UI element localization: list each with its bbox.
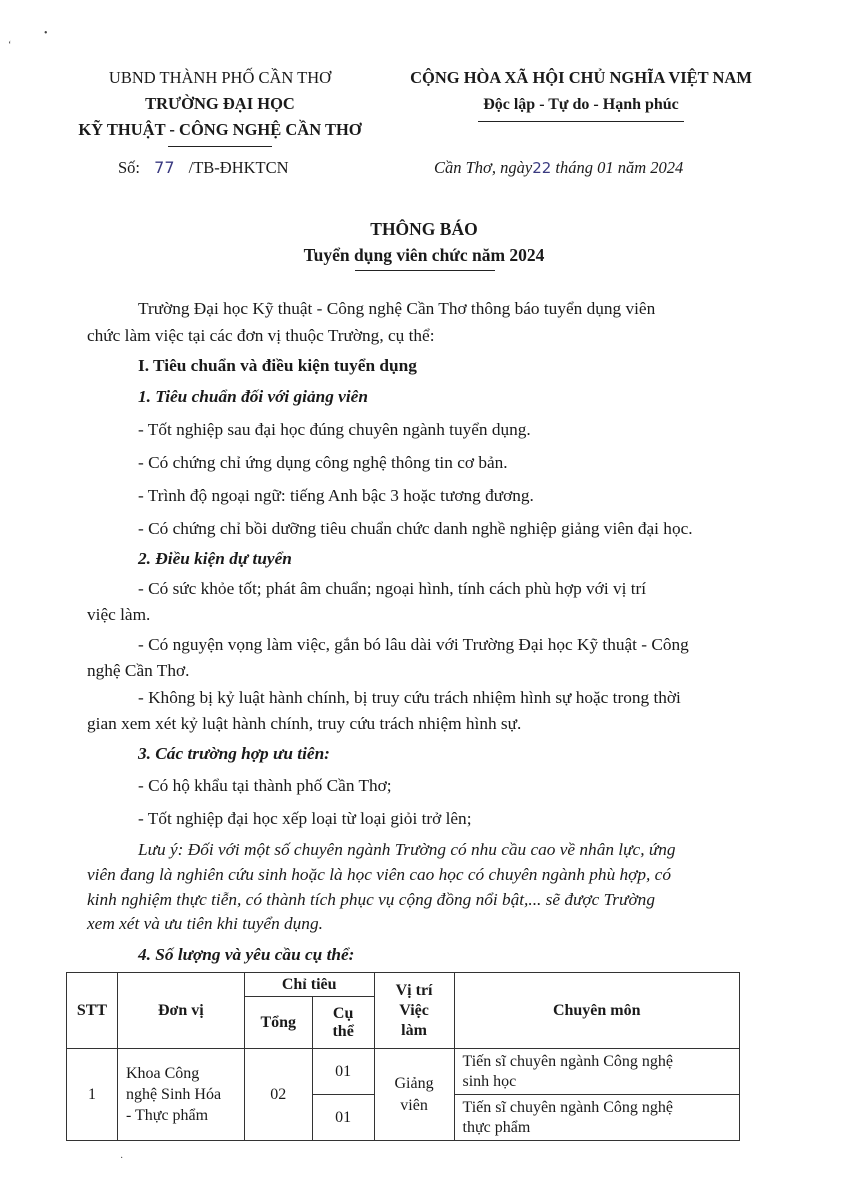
note-line-3: kinh nghiệm thực tiễn, có thành tích phục vụ cộng đồng nổi bật,... sẽ được Trường — [87, 890, 655, 909]
priority-1: - Có hộ khẩu tại thành phố Cần Thơ; — [138, 776, 392, 795]
standard-3: - Trình độ ngoại ngữ: tiếng Anh bậc 3 hoặc tương đương. — [138, 486, 534, 505]
row-position-line-2: viên — [400, 1096, 428, 1114]
header-position — [374, 973, 454, 1049]
row-specialty-a-line-1: Tiến sĩ chuyên ngành Công nghệ — [462, 1052, 674, 1070]
row-stt: 1 — [67, 1049, 118, 1141]
recruitment-table — [66, 972, 740, 1141]
header-quota: Chỉ tiêu — [244, 973, 374, 997]
date-day: 22 — [532, 159, 552, 177]
issuer-school-line2: KỸ THUẬT - CÔNG NGHỆ CẦN THƠ — [78, 120, 362, 139]
row-specialty-a — [454, 1049, 740, 1095]
standard-4: - Có chứng chỉ bồi dưỡng tiêu chuẩn chức danh nghề nghiệp giảng viên đại học. — [138, 519, 693, 538]
standard-2: - Có chứng chỉ ứng dụng công nghệ thông tin cơ bản. — [138, 453, 508, 472]
document-number — [118, 158, 289, 178]
row-specialty-a-line-2: sinh học — [462, 1072, 517, 1090]
date-prefix: Cần Thơ, ngày — [434, 158, 533, 177]
row-specialty-b-line-1: Tiến sĩ chuyên ngành Công nghệ — [462, 1098, 674, 1116]
note-line-1: Lưu ý: Đối với một số chuyên ngành Trường có nhu cầu cao về nhân lực, ứng — [138, 840, 676, 859]
header-specific — [312, 997, 374, 1049]
scan-mark: · — [120, 1153, 124, 1164]
document-number-suffix: /TB-ĐHKTCN — [188, 158, 289, 177]
header-specialty: Chuyên môn — [454, 973, 740, 1049]
section-1-heading: I. Tiêu chuẩn và điều kiện tuyển dụng — [138, 356, 417, 375]
issuer-authority: UBND THÀNH PHỐ CẦN THƠ — [108, 68, 332, 87]
document-number-prefix: Số: — [118, 158, 141, 177]
header-position-line-1: Vị trí — [395, 981, 433, 999]
date-suffix: tháng 01 năm 2024 — [555, 158, 684, 177]
row-position — [374, 1049, 454, 1141]
header-total: Tổng — [244, 997, 312, 1049]
notice-title: THÔNG BÁO — [370, 219, 478, 239]
row-specialty-b-line-2: thực phẩm — [462, 1118, 531, 1136]
issuer-school-line1: TRƯỜNG ĐẠI HỌC — [145, 94, 295, 113]
intro-line-1: Trường Đại học Kỹ thuật - Công nghệ Cần Thơ thông báo tuyển dụng viên — [138, 299, 656, 318]
condition-1-line-2: việc làm. — [87, 605, 151, 624]
condition-2-line-1: - Có nguyện vọng làm việc, gắn bó lâu dài với Trường Đại học Kỹ thuật - Công — [138, 635, 689, 654]
document-number-value: 77 — [154, 158, 175, 177]
notice-subtitle: Tuyển dụng viên chức năm 2024 — [303, 245, 545, 265]
row-total: 02 — [244, 1049, 312, 1141]
scan-mark: ‘ — [8, 40, 12, 51]
priority-2: - Tốt nghiệp đại học xếp loại từ loại giỏi trở lên; — [138, 809, 472, 828]
header-unit: Đơn vị — [117, 973, 244, 1049]
header-stt: STT — [67, 973, 118, 1049]
subsection-1-heading: 1. Tiêu chuẩn đối với giảng viên — [138, 387, 368, 406]
scan-mark: • — [44, 28, 48, 39]
header-specific-line-1: Cụ — [332, 1004, 354, 1022]
header-position-line-2: Việc — [399, 1001, 429, 1019]
row-unit-line-1: Khoa Công — [125, 1065, 200, 1082]
condition-1-line-1: - Có sức khỏe tốt; phát âm chuẩn; ngoại hình, tính cách phù hợp với vị trí — [138, 579, 647, 598]
intro-line-2: chức làm việc tại các đơn vị thuộc Trường, cụ thể: — [87, 326, 435, 345]
national-motto: Độc lập - Tự do - Hạnh phúc — [483, 96, 679, 113]
row-specialty-b — [454, 1095, 740, 1141]
standard-1: - Tốt nghiệp sau đại học đúng chuyên ngành tuyển dụng. — [138, 420, 531, 439]
row-specific-a: 01 — [312, 1049, 374, 1095]
condition-3-line-2: gian xem xét kỷ luật hành chính, truy cứu trách nhiệm hình sự. — [87, 714, 522, 733]
condition-3-line-1: - Không bị kỷ luật hành chính, bị truy cứu trách nhiệm hình sự hoặc trong thời — [138, 688, 681, 707]
national-title: CỘNG HÒA XÃ HỘI CHỦ NGHĨA VIỆT NAM — [410, 68, 752, 87]
table-row — [67, 1049, 740, 1095]
row-specific-b: 01 — [312, 1095, 374, 1141]
note-line-2: viên đang là nghiên cứu sinh hoặc là học viên cao học có chuyên ngành phù hợp, có — [87, 865, 671, 884]
header-specific-line-2: thể — [332, 1022, 354, 1040]
row-unit-line-3: - Thực phẩm — [125, 1107, 209, 1124]
condition-2-line-2: nghệ Cần Thơ. — [87, 661, 190, 680]
subsection-4-heading: 4. Số lượng và yêu cầu cụ thể: — [138, 945, 355, 964]
subsection-2-heading: 2. Điều kiện dự tuyển — [138, 549, 292, 568]
row-unit-line-2: nghệ Sinh Hóa — [125, 1086, 222, 1103]
subsection-3-heading: 3. Các trường hợp ưu tiên: — [138, 744, 330, 763]
row-unit — [117, 1049, 244, 1141]
note-line-4: xem xét và ưu tiên khi tuyển dụng. — [87, 914, 323, 933]
row-position-line-1: Giảng — [394, 1074, 434, 1092]
issuer-underline — [168, 146, 272, 147]
title-underline — [355, 270, 495, 271]
motto-underline — [478, 121, 684, 122]
header-position-line-3: làm — [401, 1021, 427, 1039]
place-date — [434, 158, 683, 178]
